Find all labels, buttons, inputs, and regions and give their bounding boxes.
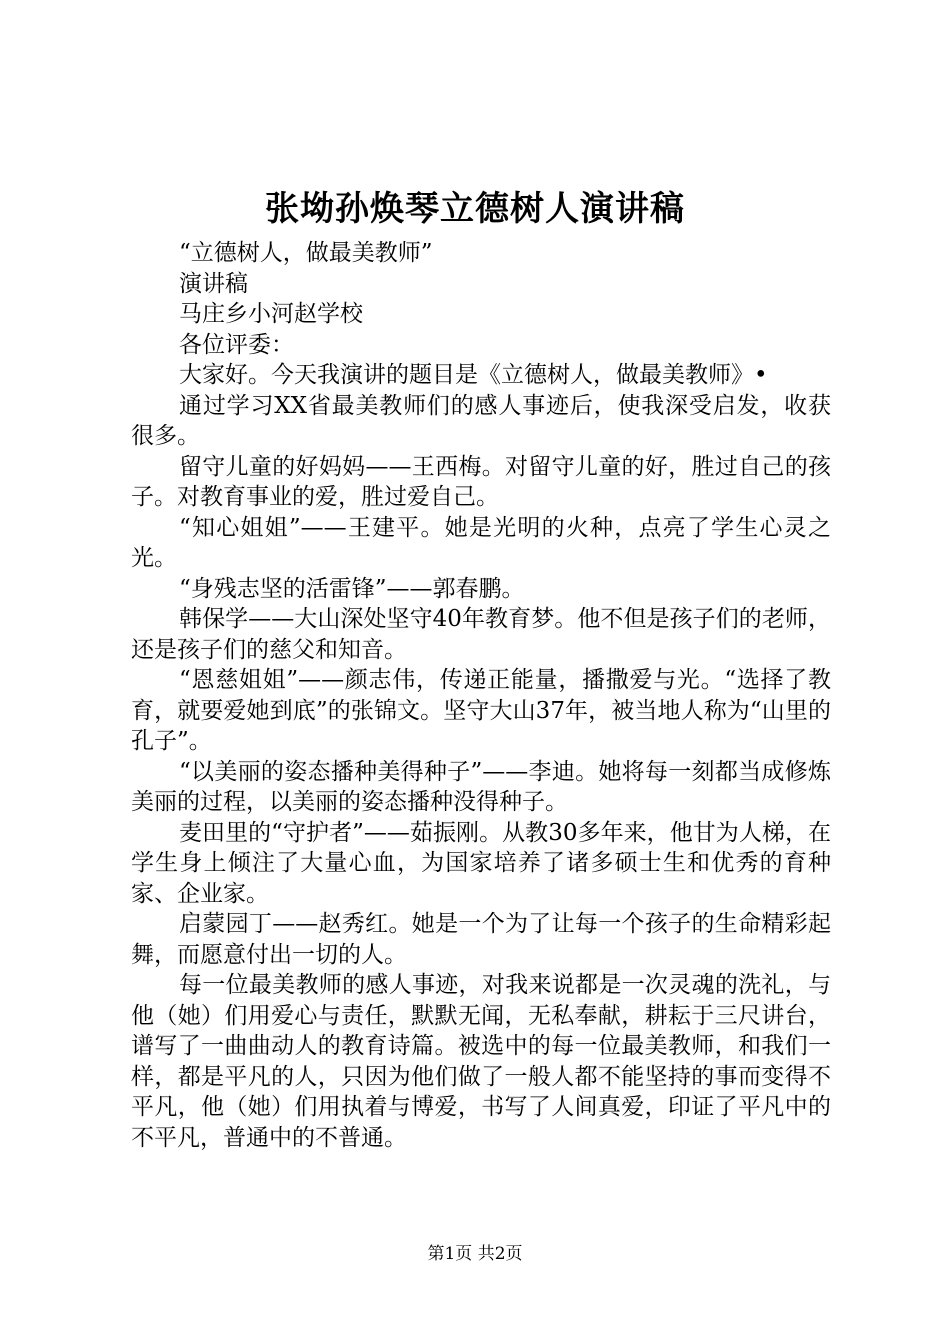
paragraph-teacher-8: 启蒙园丁——赵秀红。她是一个为了让每一个孩子的生命精彩起舞，而愿意付出一切的人。 — [131, 911, 831, 968]
paragraph-slogan: “立德树人，做最美教师” — [179, 240, 433, 266]
paragraph-greeting: 大家好。今天我演讲的题目是《立德树人，做最美教师》• — [179, 362, 768, 388]
paragraph-teacher-4: 韩保学——大山深处坚守40年教育梦。他不但是孩子们的老师，还是孩子们的慈父和知音。 — [131, 606, 831, 663]
paragraph-teacher-6: “以美丽的姿态播种美得种子”——李迪。她将每一刻都当成修炼美丽的过程，以美丽的姿态播种没得种子。 — [131, 758, 831, 815]
paragraph-teacher-3: “身残志坚的活雷锋”——郭春鹏。 — [179, 575, 525, 602]
paragraph-conclusion: 每一位最美教师的感人事迹，对我来说都是一次灵魂的洗礼，与他（她）们用爱心与责任，默默无闻，无私奉献，耕耘于三尺讲台，谱写了一曲曲动人的教育诗篇。被选中的每一位最美教师，和我们一样，都是平凡的人，只因为他们做了一般人都不能坚持的事而变得不平凡，他（她）们用执着与博爱，书写了人间真爱，印证了平凡中的不平凡，普通中的不普通。 — [131, 972, 831, 1151]
paragraph-salutation: 各位评委： — [179, 331, 294, 358]
paragraph-intro: 通过学习XX省最美教师们的感人事迹后，使我深受启发，收获很多。 — [131, 392, 831, 449]
document-body — [131, 238, 831, 1153]
paragraph-teacher-1: 留守儿童的好妈妈——王西梅。对留守儿童的好，胜过自己的孩子。对教育事业的爱，胜过爱自己。 — [131, 453, 831, 510]
document-title: 张坳孙焕琴立德树人演讲稿 — [265, 189, 685, 229]
paragraph-school: 马庄乡小河赵学校 — [179, 301, 363, 327]
paragraph-speech-label: 演讲稿 — [179, 270, 248, 297]
page-number-footer: 第1页 共2页 — [427, 1244, 523, 1264]
paragraph-teacher-5: “恩慈姐姐”——颜志伟，传递正能量，播撒爱与光。“选择了教育，就要爱她到底”的张锦文。坚守大山37年，被当地人称为“山里的孔子”。 — [131, 667, 831, 754]
paragraph-teacher-7: 麦田里的“守护者”——茹振刚。从教30多年来，他甘为人梯，在学生身上倾注了大量心血，为国家培养了诸多硕士生和优秀的育种家、企业家。 — [131, 819, 831, 907]
paragraph-teacher-2: “知心姐姐”——王建平。她是光明的火种，点亮了学生心灵之光。 — [131, 514, 831, 571]
